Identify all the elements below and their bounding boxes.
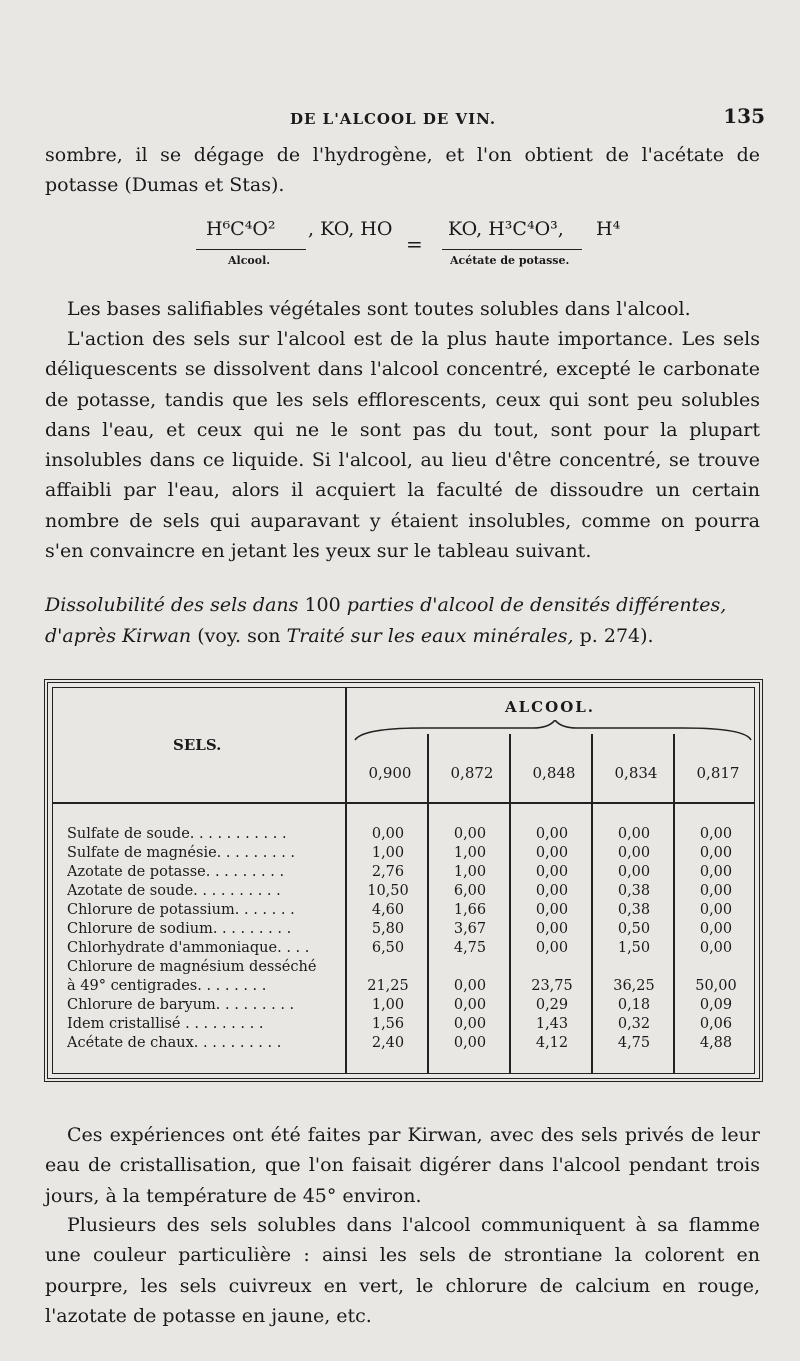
column-divider <box>509 734 511 1073</box>
paragraph-5: Plusieurs des sels solubles dans l'alcool communiquent à sa flamme une couleur particulière : ainsi les sels de strontiane la colorent en pourpre, les sels cuivreux en vert, le chlorure de calcium en rouge, l'azotate de potasse en jaune, etc. <box>45 1214 760 1327</box>
page-number: 135 <box>723 104 765 128</box>
paragraph-2: Les bases salifiables végétales sont toutes solubles dans l'alcool. <box>67 298 691 320</box>
solubility-table <box>44 679 763 1082</box>
density-header: 0,834 <box>614 764 658 782</box>
table-cell: 0,09 <box>699 997 733 1013</box>
table-cell: 0,00 <box>453 1035 487 1051</box>
table-cell: 0,00 <box>535 902 569 918</box>
table-cell: 50,00 <box>695 978 737 994</box>
table-cell: 1,00 <box>371 997 405 1013</box>
table-cell: 0,00 <box>535 883 569 899</box>
table-cell: 36,25 <box>613 978 655 994</box>
row-label: Chlorure de magnésium desséché <box>67 959 317 975</box>
table-cell: 0,00 <box>617 864 651 880</box>
table-cell: 0,00 <box>535 826 569 842</box>
formula-acetate: KO, H³C⁴O³, <box>448 218 564 240</box>
chemical-equation <box>196 218 656 268</box>
table-cell: 4,88 <box>699 1035 733 1051</box>
table-cell: 0,38 <box>617 883 651 899</box>
column-divider <box>345 688 347 1073</box>
density-header: 0,848 <box>532 764 576 782</box>
table-cell: 6,50 <box>371 940 405 956</box>
row-label: Chlorure de potassium. . . . . . . <box>67 902 295 918</box>
header-rule <box>53 802 754 804</box>
density-header: 0,817 <box>696 764 740 782</box>
table-cell: 1,00 <box>453 845 487 861</box>
table-cell: 10,50 <box>367 883 409 899</box>
alcool-header: ALCOOL. <box>505 698 596 716</box>
row-label: Sulfate de magnésie. . . . . . . . . <box>67 845 296 861</box>
table-cell: 23,75 <box>531 978 573 994</box>
table-cell: 1,43 <box>535 1016 569 1032</box>
column-divider <box>427 734 429 1073</box>
paragraph-4: Ces expériences ont été faites par Kirwan, avec des sels privés de leur eau de cristallisation, que l'on faisait digérer dans l'alcool pendant trois jours, à la température de 45° environ. <box>45 1124 760 1207</box>
table-cell: 5,80 <box>371 921 405 937</box>
table-cell: 0,00 <box>699 921 733 937</box>
table-cell: 0,00 <box>699 826 733 842</box>
table-cell: 0,00 <box>535 845 569 861</box>
table-caption: Dissolubilité des sels dans 100 parties d'alcool de densités différentes, d'après Kirwan (voy. son Traité sur les eaux minérales, p. 274). <box>45 594 727 647</box>
table-cell: 0,00 <box>535 864 569 880</box>
density-header: 0,872 <box>450 764 494 782</box>
table-cell: 0,29 <box>535 997 569 1013</box>
formula-rule-left <box>196 249 306 250</box>
table-cell: 0,00 <box>453 978 487 994</box>
table-cell: 4,75 <box>617 1035 651 1051</box>
table-cell: 21,25 <box>367 978 409 994</box>
row-label: Azotate de soude. . . . . . . . . . <box>67 883 281 899</box>
formula-equals: = <box>406 232 423 256</box>
table-cell: 0,06 <box>699 1016 733 1032</box>
table-cell: 1,50 <box>617 940 651 956</box>
table-cell: 0,32 <box>617 1016 651 1032</box>
formula-alcool: H⁶C⁴O² <box>206 218 276 240</box>
running-title: DE L'ALCOOL DE VIN. <box>290 110 497 128</box>
table-cell: 0,00 <box>617 845 651 861</box>
table-cell: 1,66 <box>453 902 487 918</box>
table-cell: 0,00 <box>617 826 651 842</box>
row-label: à 49° centigrades. . . . . . . . <box>67 978 267 994</box>
row-label: Idem cristallisé . . . . . . . . . <box>67 1016 264 1032</box>
formula-middle: , KO, HO <box>308 218 393 240</box>
row-label: Chlorure de sodium. . . . . . . . . <box>67 921 292 937</box>
row-label: Acétate de chaux. . . . . . . . . . <box>67 1035 282 1051</box>
column-divider <box>591 734 593 1073</box>
table-cell: 1,00 <box>371 845 405 861</box>
table-cell: 4,60 <box>371 902 405 918</box>
table-cell: 0,00 <box>535 921 569 937</box>
table-cell: 0,00 <box>699 845 733 861</box>
row-label: Chlorhydrate d'ammoniaque. . . . <box>67 940 310 956</box>
table-cell: 0,00 <box>453 997 487 1013</box>
table-cell: 0,38 <box>617 902 651 918</box>
table-cell: 0,50 <box>617 921 651 937</box>
formula-label-alcool: Alcool. <box>228 254 271 267</box>
table-cell: 0,00 <box>453 826 487 842</box>
row-label: Sulfate de soude. . . . . . . . . . . <box>67 826 287 842</box>
formula-rule-right <box>442 249 582 250</box>
table-cell: 0,00 <box>699 864 733 880</box>
table-cell: 0,00 <box>453 1016 487 1032</box>
table-cell: 0,00 <box>699 940 733 956</box>
table-cell: 0,00 <box>699 883 733 899</box>
table-cell: 4,12 <box>535 1035 569 1051</box>
table-cell: 6,00 <box>453 883 487 899</box>
table-cell: 0,00 <box>699 902 733 918</box>
row-label: Azotate de potasse. . . . . . . . . <box>67 864 285 880</box>
alcool-brace <box>353 720 753 744</box>
page-header <box>40 104 765 134</box>
density-header: 0,900 <box>368 764 412 782</box>
paragraph-3: L'action des sels sur l'alcool est de la plus haute importance. Les sels déliquescents se dissolvent dans l'alcool concentré, excepté le carbonate de potasse, tandis que les sels efflorescents, ceux qui sont peu solubles dans l'eau, et ceux qui ne le sont pas du tout, sont pour la plupart insolubles dans ce liquide. Si l'alcool, au lieu d'être concentré, se trouve affaibli par l'eau, alors il acquiert la faculté de dissoudre un certain nombre de sels qui auparavant y étaient insolubles, comme on pourra s'en convaincre en jetant les yeux sur le tableau suivant. <box>45 328 760 563</box>
paragraph-1: sombre, il se dégage de l'hydrogène, et l'on obtient de l'acétate de potasse (Dumas et Stas). <box>45 144 760 197</box>
table-cell: 0,18 <box>617 997 651 1013</box>
formula-tail: H⁴ <box>596 218 621 240</box>
table-cell: 1,56 <box>371 1016 405 1032</box>
column-divider <box>673 734 675 1073</box>
table-cell: 2,40 <box>371 1035 405 1051</box>
table-cell: 0,00 <box>371 826 405 842</box>
table-cell: 4,75 <box>453 940 487 956</box>
table-cell: 0,00 <box>535 940 569 956</box>
table-cell: 1,00 <box>453 864 487 880</box>
table-cell: 2,76 <box>371 864 405 880</box>
table-cell: 3,67 <box>453 921 487 937</box>
formula-label-acetate: Acétate de potasse. <box>450 254 570 267</box>
sels-header: SELS. <box>173 736 222 754</box>
row-label: Chlorure de baryum. . . . . . . . . <box>67 997 295 1013</box>
